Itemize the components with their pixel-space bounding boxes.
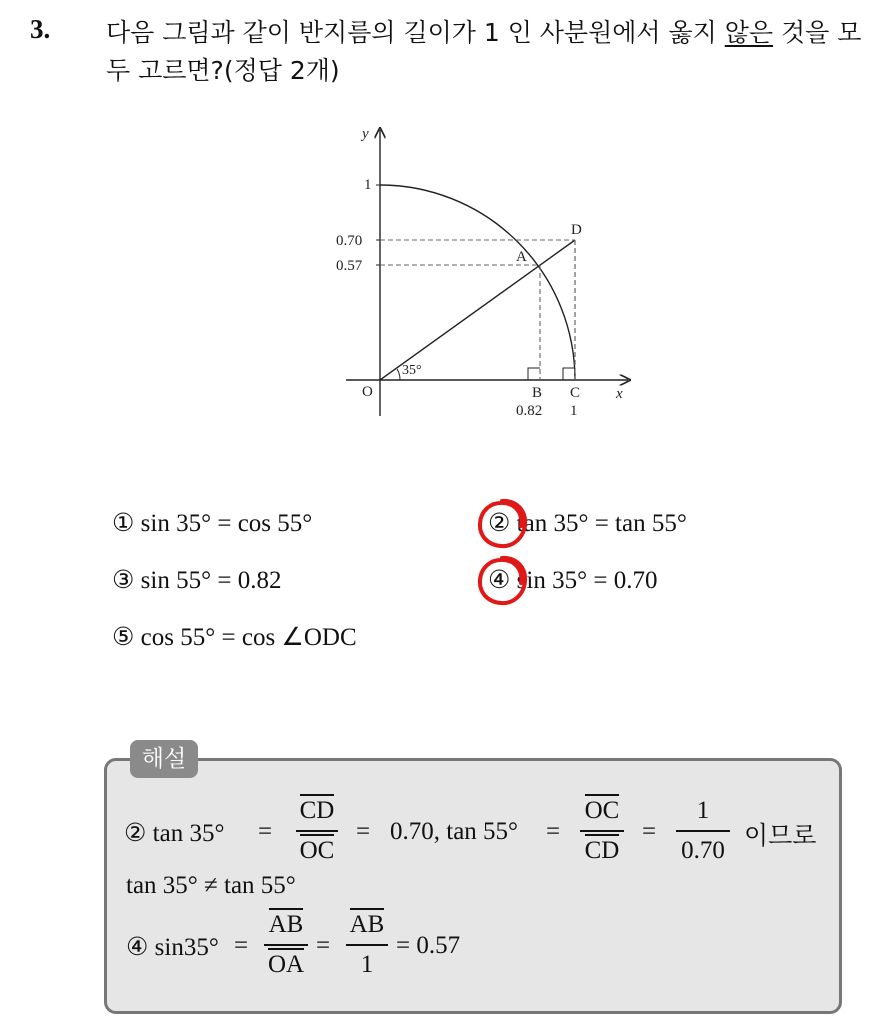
quarter-arc <box>380 185 575 380</box>
sol-frac-ab-1 <box>346 910 388 980</box>
label-y-057: 0.57 <box>336 258 363 274</box>
right-angle-b <box>528 368 540 380</box>
right-angle-c <box>563 368 575 380</box>
frac4-num: AB <box>269 908 304 938</box>
label-d: D <box>571 222 582 238</box>
option-5-number: ⑤ <box>112 624 135 651</box>
option-1-number: ① <box>112 510 135 537</box>
sol-frac-1-070 <box>676 796 730 866</box>
sol-line1-prefix: ② tan 35° <box>124 820 225 847</box>
sol-eq-1: = <box>258 818 273 845</box>
sol-eq-2: = <box>356 818 371 845</box>
answer-mark-circle-4 <box>474 553 530 609</box>
label-o: O <box>362 384 373 400</box>
option-5-expr: cos 55° = cos ∠ODC <box>140 624 357 651</box>
segment-od <box>380 240 575 380</box>
frac5-den: 1 <box>360 951 374 978</box>
option-2-number: ② <box>488 510 511 537</box>
label-y-axis: y <box>362 126 369 142</box>
label-b: B <box>532 385 543 401</box>
sol-eq-4: = <box>642 818 657 845</box>
label-x-082: 0.82 <box>516 403 543 419</box>
sol-frac-oc-cd <box>580 796 624 866</box>
frac4-den: OA <box>268 948 304 978</box>
sol-line1-mid: 0.70, tan 55° <box>390 818 519 845</box>
option-5[interactable] <box>112 622 357 652</box>
question-number: 3. <box>30 14 51 44</box>
label-y-070: 0.70 <box>336 233 363 249</box>
option-3-number: ③ <box>112 567 135 594</box>
question-text <box>106 14 866 90</box>
option-1-expr: sin 35° = cos 55° <box>140 510 313 537</box>
label-c: C <box>570 385 581 401</box>
label-x-1: 1 <box>570 403 578 419</box>
quarter-circle-figure <box>320 118 640 428</box>
question-text-underlined: 않은 <box>724 18 774 47</box>
option-3[interactable] <box>112 565 281 595</box>
option-4-number: ④ <box>488 567 511 594</box>
frac3-den: 0.70 <box>681 837 725 864</box>
frac2-den: CD <box>585 834 620 864</box>
frac5-num: AB <box>350 908 385 938</box>
sol-line3-result: = 0.57 <box>396 932 461 959</box>
frac1-num: CD <box>300 794 335 824</box>
sol-line2: tan 35° ≠ tan 55° <box>126 872 296 899</box>
sol-frac-ab-oa <box>264 910 308 980</box>
frac3-num: 1 <box>696 797 710 824</box>
sol-eq-6: = <box>316 932 331 959</box>
question-text-after: 것을 모두 고르면?(정답 2개) <box>106 18 862 85</box>
sol-frac-cd-oc <box>296 796 338 866</box>
solution-tag: 해설 <box>130 740 198 778</box>
sol-line1-suffix: 이므로 <box>744 821 817 850</box>
frac1-den: OC <box>300 834 335 864</box>
option-2-expr: tan 35° = tan 55° <box>516 510 687 537</box>
option-3-expr: sin 55° = 0.82 <box>140 567 282 594</box>
sol-eq-3: = <box>546 818 561 845</box>
sol-line3-prefix: ④ sin35° <box>126 934 219 961</box>
option-1[interactable] <box>112 508 312 538</box>
frac2-num: OC <box>585 794 620 824</box>
label-a: A <box>516 249 527 265</box>
answer-mark-circle-2 <box>474 496 530 552</box>
question-text-before: 다음 그림과 같이 반지름의 길이가 1 인 사분원에서 옳지 <box>106 18 725 47</box>
option-4-expr: sin 35° = 0.70 <box>516 567 658 594</box>
label-y-1: 1 <box>364 177 372 193</box>
angle-arc <box>397 369 400 380</box>
label-x-axis: x <box>616 386 623 402</box>
sol-eq-5: = <box>234 932 249 959</box>
label-angle: 35° <box>402 363 422 378</box>
